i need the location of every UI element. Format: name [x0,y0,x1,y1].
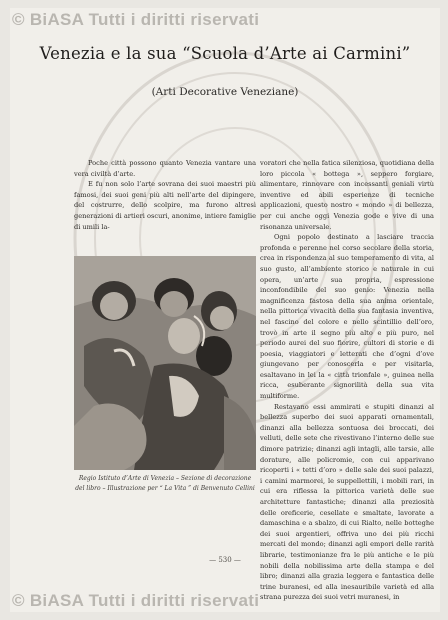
page-number: — 530 — [209,556,241,564]
left-paragraph-1: Poche città possono quanto Venezia vantare una vera civiltà d’arte. [74,159,256,178]
right-paragraph-3: Restavano essi ammirati e stupiti dinanzi al bellezza superbo dei suoi apparati ornamentali, dinanzi alla bellezza sontuosa dei broccati, dei velluti, delle sete che rivestivano l’interno delle sue dimore patrizie; dinanzi agli intagli, alle tarsie, alle dorature, alle policromie, con cui apparivano ricoperti i « tetti d’oro » delle sale dei suoi palazzi, i camini marmorei, le suppellettili, i mobili rari, in cui era riflessa la pittorica varietà delle sue architetture fantastiche; dinanzi alla preziosità delle oreficerie, cesellate e smaltate, lavorate a damaschina e a sbalzo, di cui Rialto, nelle botteghe dei suoi argentieri, offriva uno dei più ricchi mercati del mondo; dinanzi agli empori delle rarità librarie, testimonianze fra le più antiche e le più nobili della nobilissima arte della stampa e del libro; dinanzi alla grazia leggera e fantastica delle trine buranesi, ed alla inesauribile varietà ed alla strana purezza dei suoi vetri muranesi, in [260,402,434,602]
watermark-top: © BiASA Tutti i diritti riservati [12,10,260,29]
illustration-image [74,256,256,470]
illustration-caption: Regio Istituto d’Arte di Venezia – Sezione di decorazione del libro – Illustrazione per “ La Vita ” di Benvenuto Cellini [75,475,255,492]
illustration-figures [74,256,256,470]
left-column [74,158,256,232]
watermark-bottom: © BiASA Tutti i diritti riservati [12,591,260,610]
article-title: Venezia e la sua “Scuola d’Arte ai Carmini” [39,44,411,63]
right-paragraph-1: voratori che nella fatica silenziosa, quotidiana della loro piccola « bottega », seppero forgiare, alimentare, rinnovare con incessanti geniali virtù inventive ed abili esperienze di tecniche applicazioni, questo nostro « mondo » di bellezza, per cui anche oggi Venezia gode e vive di una risonanza universale. [260,159,434,231]
right-paragraph-2: Ogni popolo destinato a lasciare traccia profonda e perenne nel corso secolare della storia, crea in rispondenza al suo temperamento di vita, al suo gusto, all’ambiente storico e naturale in cui opera, un’arte sua propria, espressione inconfondibile del suo genio: Venezia nella magnificenza fastosa della sua anima orientale, nella pittorica vivacità della sua fantasia inventiva, nel fascino del colore e nello scintillio dell’oro, trovò in arte il segno più alto e più puro, nel periodo aurei del suo fiorire, cultori di storie e di poesia, viaggiatori e letterati che d’ogni d’ove giungevano per conoscerla e per visitarla, esaltavano in lei la « città trionfale », guinea nella ricca, esuberante signorilità della sua vita multiforme. [260,233,434,401]
right-column [260,158,434,603]
left-paragraph-2: E fu non solo l’arte sovrana dei suoi maestri più famosi, dei suoi geni più alti nell’arte del dipingere, del costrurre, dello scolpire, ma furono altresì generazioni di artieri oscuri, anonime, intiere famiglie di umili la- [74,180,256,231]
article-subtitle: (Arti Decorative Veneziane) [151,86,299,98]
magazine-page [10,8,440,612]
